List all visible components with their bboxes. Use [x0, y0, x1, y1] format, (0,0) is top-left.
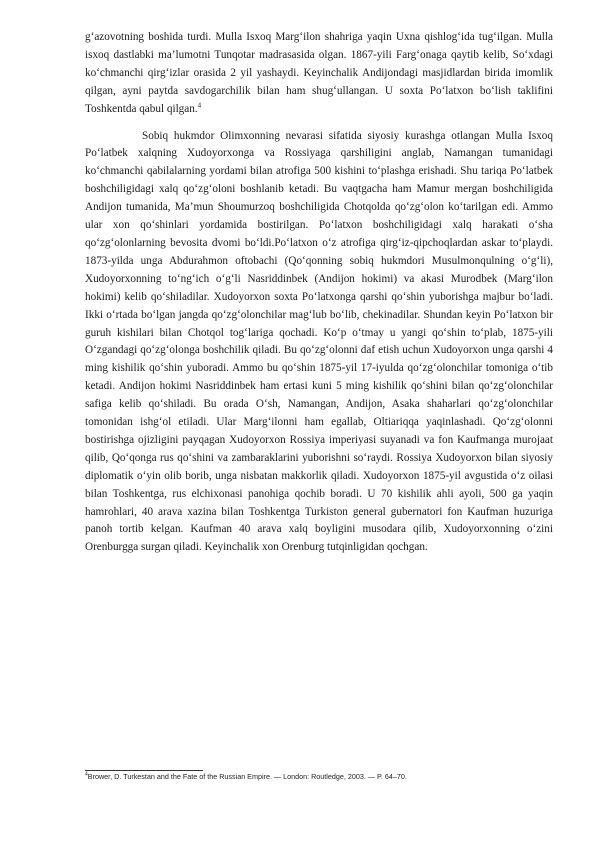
- footnote-number: 4: [85, 771, 88, 778]
- footnote-divider: [85, 770, 203, 771]
- body-text: [85, 29, 553, 557]
- paragraph-1: [85, 29, 553, 119]
- footnote-text: Brower, D. Turkestan and the Fate of the Russian Empire. — London: Routledge, 2003. — P. 64–70.: [87, 772, 407, 781]
- footnote: [85, 772, 553, 782]
- paragraph-1-text: g‘azovotning boshida turdi. Mulla Isxoq Marg‘ilon shahriga yaqin Uxna qishlog‘ida tug‘ilgan. Mulla isxoq dastlabki ma’lumotni Tunqotar madrasasida olgan. 1867-yili Farg‘onaga qaytib kelib, So‘xdagi ko‘chmanchi qirg‘izlar orasida 2 yil yashaydi. Keyinchalik Andijondagi masjidlardan birida imomlik qilgan, ayni paytda savdogarchilik bilan ham shug‘ullangan. U soxta Po‘latxon bo‘lish taklifini Toshkentda qabul qilgan.: [85, 31, 553, 115]
- paragraph-2: Sobiq hukmdor Olimxonning nevarasi sifatida siyosiy kurashga otlangan Mulla Isxoq Po‘latbek xalqning Xudoyorxonga va Rossiyaga qarshiligini anglab, Namangan tumanidagi ko‘chmanchi qabilalarning yordami bilan atrofiga 500 kishini to‘plashga erishadi. Shu tariqa Po‘latbek boshchiligidagi xalq qo‘zg‘oloni boshlanib ketadi. Bu vaqtgacha ham Mamur mergan boshchiligida Andijon tumanida, Ma’mun Shoumurzoq boshchiligida Chotqolda qo‘zg‘olon ko‘tarilgan edi. Ammo ular xon qo‘shinlari yordamida bostirilgan. Po‘latxon boshchiligidagi xalq harakati o‘sha qo‘zg‘olonlarning bevosita dvomi bo‘ldi.Po‘latxon o‘z atrofiga qirg‘iz-qipchoqlardan askar to‘playdi. 1873-yilda unga Abdurahmon oftobachi (Qo‘qonning sobiq hukmdori Musulmonqulning o‘g‘li), Xudoyorxonning to‘ng‘ich o‘g‘li Nasriddinbek (Andijon hokimi) va akasi Murodbek (Marg‘ilon hokimi) kelib qo‘shiladilar. Xudoyorxon soxta Po‘latxonga qarshi qo‘shin yuborishga majbur bo‘ladi. Ikki o‘rtada bo‘lgan jangda qo‘zg‘olonchilar mag‘lub bo‘lib, chekinadilar. Shundan keyin Po‘latxon bir guruh kishilari bilan Chotqol tog‘lariga qochadi. Ko‘p o‘tmay u yangi qo‘shin to‘plab, 1875-yili O‘zgandagi qo‘zg‘olonga boshchilik qiladi. Bu qo‘zg‘olonni daf etish uchun Xudoyorxon unga qarshi 4 ming kishilik qo‘shin yuboradi. Ammo bu qo‘shin 1875-yil 17-iyulda qo‘zg‘olonchilar tomoniga o‘tib ketadi. Andijon hokimi Nasriddinbek ham ertasi kuni 5 ming kishilik qo‘shini bilan qo‘zg‘olonchilar safiga kelib qo‘shiladi. Bu orada O‘sh, Namangan, Andijon, Asaka shaharlari qo‘zg‘olonchilar tomonidan ishg‘ol etiladi. Ular Marg‘ilonni ham egallab, Oltiariqqa yaqinlashadi. Qo‘zg‘olonni bostirishga ojizligini payqagan Xudoyorxon Rossiya imperiyasi suyanadi va fon Kaufmanga murojaat qilib, Qo‘qonga rus qo‘shini va zambaraklarini yuborishni so‘raydi. Rossiya Xudoyorxon bilan siyosiy diplomatik o‘yin olib borib, unga nisbatan makkorlik qiladi. Xudoyorxon 1875-yil avgustida o‘z oilasi bilan Toshkentga, rus elchixonasi panohiga qochib boradi. U 70 kishilik ahli ayoli, 500 ga yaqin hamrohlari, 40 arava xazina bilan Toshkentga Turkiston general gubernatori fon Kaufman huzuriga panoh tortib kelgan. Kaufman 40 arava xalq boyligini musodara qilib, Xudoyorxonning o‘zini Orenburgga surgan qiladi. Keyinchalik xon Orenburg tutqinligidan qochgan.: [85, 129, 553, 554]
- footnote-reference: 4: [197, 100, 202, 109]
